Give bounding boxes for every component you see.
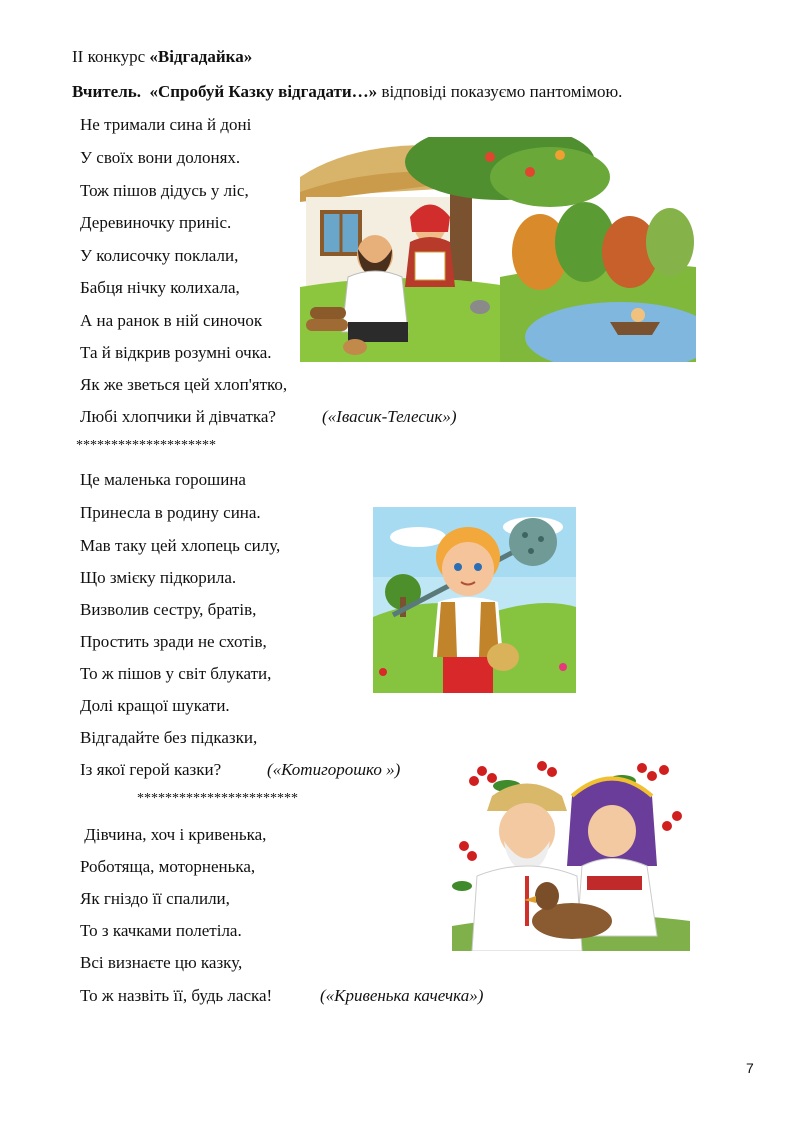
- riddle-answer: («Івасик-Телесик»): [322, 407, 457, 426]
- contest-heading: [72, 47, 252, 67]
- riddle-line: Відгадайте без підказки,: [80, 728, 258, 747]
- teacher-label: Вчитель.: [72, 82, 141, 101]
- illustration-kotyhoroshko: [373, 507, 576, 693]
- riddle-line: Всі визнаєте цю казку,: [80, 953, 243, 972]
- riddle-line: Тож пішов дідусь у ліс,: [80, 181, 249, 200]
- riddle-line: То з качками полетіла.: [80, 921, 242, 940]
- contest-name: «Відгадайка»: [149, 47, 253, 66]
- riddle-line: Мав таку цей хлопець силу,: [80, 536, 281, 555]
- separator: ***********************: [137, 791, 298, 806]
- instruction-title: «Спробуй Казку відгадати…»: [149, 82, 378, 101]
- riddle-line: Із якої герой казки?: [80, 760, 222, 779]
- riddle-line: То ж пішов у світ блукати,: [80, 664, 272, 683]
- teacher-instruction: [72, 82, 622, 102]
- riddle-line: Що змієку підкорила.: [80, 568, 237, 587]
- riddle-line: Любі хлопчики й дівчатка?: [80, 407, 276, 426]
- riddle-line: Долі кращої шукати.: [80, 696, 230, 715]
- riddle-line: Не тримали сина й доні: [80, 115, 252, 134]
- riddle-answer: («Котигорошко »): [267, 760, 401, 779]
- riddle-line: Деревиночку приніс.: [80, 213, 232, 232]
- riddle-line: Роботяща, моторненька,: [80, 857, 256, 876]
- riddle-line: Бабця нічку колихала,: [80, 278, 240, 297]
- riddle-line: А на ранок в ній синочок: [80, 311, 263, 330]
- riddle-line: Та й відкрив розумні очка.: [80, 343, 272, 362]
- riddle-line: Як гніздо її спалили,: [80, 889, 230, 908]
- riddle-line: Як же зветься цей хлоп'ятко,: [80, 375, 288, 394]
- riddle-line: То ж назвіть її, будь ласка!: [80, 986, 273, 1005]
- riddle-answer: («Кривенька качечка»): [320, 986, 484, 1005]
- riddle-line: Це маленька горошина: [80, 470, 246, 489]
- illustration-kryvenka-kachechka: [452, 756, 690, 951]
- riddle-line: У колисочку поклали,: [80, 246, 239, 265]
- separator: ********************: [76, 438, 216, 453]
- page-number: 7: [746, 1060, 754, 1076]
- instruction-rest: відповіді показуємо пантомімою.: [377, 82, 623, 101]
- contest-prefix: ІІ конкурс: [72, 47, 150, 66]
- riddle-line: У своїх вони долонях.: [80, 148, 241, 167]
- riddle-line: Визволив сестру, братів,: [80, 600, 257, 619]
- illustration-village-scene: [300, 137, 696, 362]
- riddle-line: Принесла в родину сина.: [80, 503, 261, 522]
- riddle-line: Дівчина, хоч і кривенька,: [80, 825, 267, 844]
- riddle-line: Простить зради не схотів,: [80, 632, 267, 651]
